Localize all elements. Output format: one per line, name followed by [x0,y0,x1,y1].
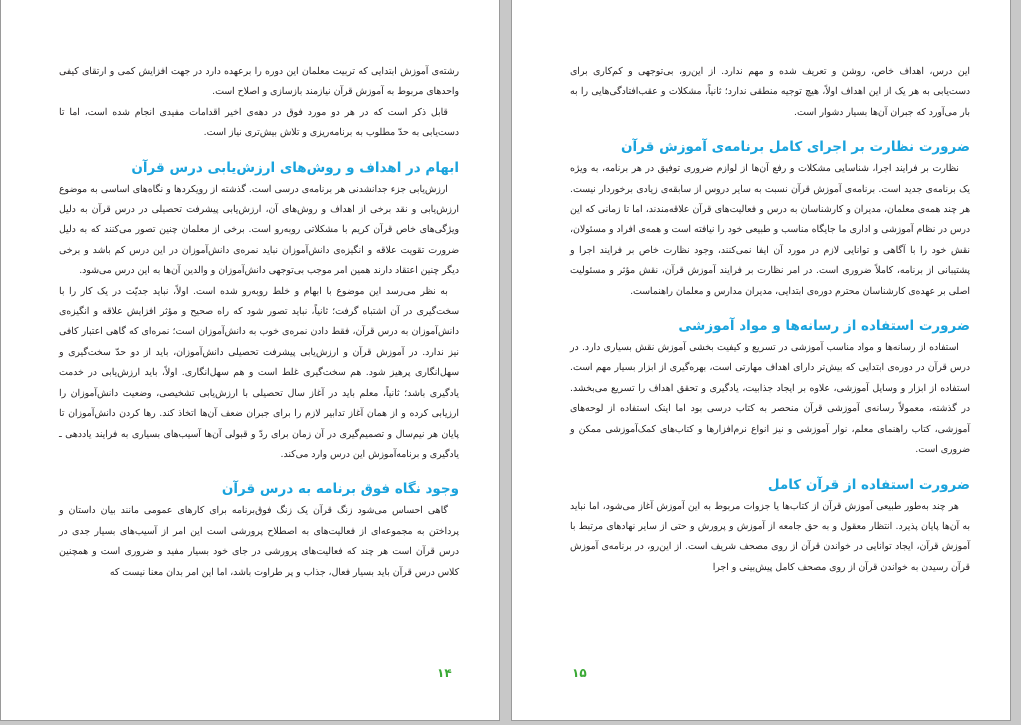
body-paragraph: نظارت بر فرایند اجرا، شناسایی مشکلات و رفع آن‌ها از لوازم ضروری توفیق در هر برنامه، به ویژه یک برنامه‌ی جدید است. برنامه‌ی آموزش قرآن نسبت به سایر دروس از سابقه‌ی زیادی برخوردار نیست. هر چند همه‌ی معلمان، مدیران و کارشناسان به درس و فعالیت‌های قرآن علاقه‌مندند، اما تا زمانی که این درس در نظام آموزشی و اداری ما جایگاه مناسب و طبیعی خود را نیافته است و همه‌ی افراد و مسئولان، نقش خود را با آگاهی و توانایی لازم در مورد آن ایفا نمی‌کنند، وجود نظارت خاص بر فرایند اجرا و پشتیبانی از برنامه، کاملاً ضروری است. در امر نظارت بر فرایند آموزش قرآن، نقش مؤثر و مسئولیت اصلی بر عهده‌ی کارشناسان محترم دوره‌ی ابتدایی، مدیران مدارس و معلمان راهنماست. [570,163,970,297]
right-page-text-column [570,62,970,578]
body-paragraph: ارزش‌یابی جزء جدانشدنی هر برنامه‌ی درسی است. گذشته از رویکردها و نگاه‌های اساسی به موضوع ارزش‌یابی و نقد برخی از اهداف و روش‌های آن، ارزش‌یابی پیشرفت تحصیلی در درس قرآن به دلیل ویژگی‌های خاص قرآن کریم با مشکلاتی روبه‌رو است. برخی از معلمان چنین تصور می‌کنند که به دلیل ضرورت تقویت علاقه و انگیزه‌ی دانش‌آموزان نباید نمره‌ی دانش‌آموزان در این درس کم باشد و برخی دیگر چنین اعتقاد دارند همین امر موجب بی‌توجهی دانش‌آموزان و والدین آن‌ها به این درس می‌شود. [59,183,459,277]
body-paragraph: استفاده از رسانه‌ها و مواد مناسب آموزشی در تسریع و کیفیت بخشی آموزش نقش بسیاری دارد. در درس قرآن در دوره‌ی ابتدایی که بیش‌تر دارای اهداف مهارتی است، بهره‌گیری از ابزار بسیار مهم است. استفاده از ابزار و وسایل آموزشی، علاوه بر ایجاد جذابیت، یادگیری و تحقق اهداف را تسریع می‌بخشد. در گذشته، معمولاً رسانه‌ی آموزشی قرآن منحصر به کتاب درسی بود اما اینک استفاده از لوحه‌های آموزشی، کتاب راهنمای معلم، نوار آموزشی و نیز انواع نرم‌افزارها و کتاب‌های کمک‌آموزشی ممکن و ضروری است. [570,342,970,456]
section-heading: ضرورت استفاده از قرآن کامل [767,476,970,493]
page-number: ۱۵ [572,666,587,680]
section-heading: وجود نگاه فوق برنامه به درس قرآن [221,481,459,498]
body-paragraph: این درس، اهداف خاص، روشن و تعریف شده و مهم ندارد. از این‌رو، بی‌توجهی و کم‌کاری برای دست‌یابی به هر یک از این اهداف اولاً، هیچ توجیه منطقی ندارد؛ ثانیاً، مشکلات و عقب‌افتادگی‌هایی را به بار می‌آورد که جبران آن‌ها بسیار دشوار است. [570,66,970,118]
body-paragraph: هر چند به‌طور طبیعی آموزش قرآن از کتاب‌ها یا جزوات مربوط به این آموزش آغاز می‌شود، اما نباید به آن‌ها پایان پذیرد. انتظار معقول و به حق جامعه از آموزش و پرورش و حتی از سایر نهادهای مرتبط با آموزش قرآن، ایجاد توانایی در خواندن قرآن از روی مصحف شریف است. از این‌رو، در برنامه‌ی آموزش قرآن رسیدن به خواندن قرآن از روی مصحف کامل پیش‌بینی و اجرا [570,500,970,573]
body-paragraph: گاهی احساس می‌شود زنگ قرآن یک زنگ فوق‌برنامه برای کارهای عمومی مانند بیان داستان و پرداختن به مجموعه‌ای از فعالیت‌های به اصطلاح پرورشی است این امر از آسیب‌های بسیار جدی در درس قرآن است هر چند که فعالیت‌های پرورشی در جای خود بسیار مفید و ضروری است و همچنین کلاس درس قرآن باید بسیار فعال، جذاب و پر طراوت باشد، اما این امر بدان معنا نیست که [59,505,459,578]
left-page [1,0,499,720]
section-heading: ابهام در اهداف و روش‌های ارزش‌یابی درس قرآن [131,159,459,176]
body-paragraph: به نظر می‌رسد این موضوع با ابهام و خلط روبه‌رو شده است. اولاً، نباید جدیّت در یک کار را با سخت‌گیری در آن اشتباه گرفت؛ ثانیاً، نباید تصور شود که راه صحیح و مؤثر افزایش علاقه و انگیزه‌ی دانش‌آموزان به درس قرآن، فقط دادن نمره‌ی خوب به دانش‌آموزان است؛ نمره‌ای که گاهی اعتبار کافی نیز ندارد. در آموزش قرآن و ارزش‌یابی پیشرفت تحصیلی دانش‌آموزان، باید از دو حدّ سخت‌گیری و سهل‌انگاری پرهیز شود. هم سخت‌گیری غلط است و هم سهل‌انگاری. اولاً، باید ارزش‌یابی در خدمت یادگیری باشد؛ ثانیاً، معلم باید در آغاز سال تحصیلی با ارزش‌یابی تشخیصی، وضعیت دانش‌آموزان را ارزیابی کرده و از همان آغاز تدابیر لازم را برای جبران ضعف آن‌ها اتخاذ کند. رها کردن دانش‌آموزان تا پایان هر نیم‌سال و تصمیم‌گیری در آن زمان برای ردّ و قبولی آن‌ها آسیب‌های بسیاری به فرایند یاددهی ـ یادگیری و برنامه‌آموزش این درس وارد می‌کند. [59,285,459,460]
left-page-text-column [59,62,459,583]
body-paragraph: رشته‌ی آموزش ابتدایی که تربیت معلمان این دوره را برعهده دارد در جهت افزایش کمی و ارتقای کیفی واحدهای مربوط به آموزش قرآن نیازمند بازسازی و اصلاح است. [59,66,459,98]
page-number: ۱۴ [437,666,452,680]
section-heading: ضرورت نظارت بر اجرای کامل برنامه‌ی آموزش قرآن [620,139,970,156]
right-page [512,0,1010,720]
section-heading: ضرورت استفاده از رسانه‌ها و مواد آموزشی [678,318,970,335]
body-paragraph: قابل ذکر است که در هر دو مورد فوق در دهه‌ی اخیر اقدامات مفیدی انجام شده است، اما تا دست‌یابی به حدّ مطلوب به برنامه‌ریزی و تلاش بیش‌تری نیاز است. [59,106,459,139]
